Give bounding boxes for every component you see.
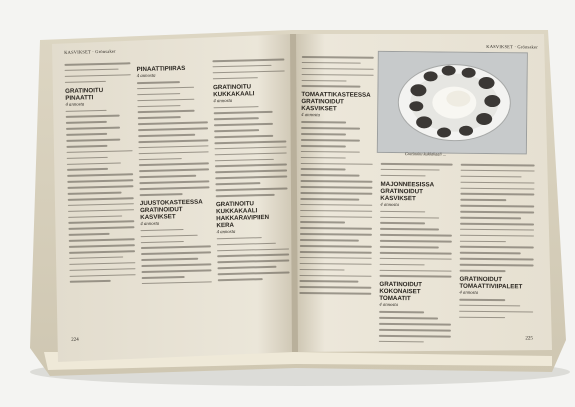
recipe-heading: TOMAATTIKASTEESSA GRATINOIDUT KASVIKSET — [301, 91, 371, 113]
left-running-head: KASVIKSET · Grönsaker — [64, 48, 116, 55]
left-column-1 — [64, 62, 135, 287]
serves-label: 4 annosta — [380, 202, 400, 208]
left-page-number: 224 — [71, 337, 79, 343]
serves-label: 4 annosta — [459, 290, 479, 296]
right-column-3 — [459, 164, 535, 323]
photo-caption: Gratinoitu kukkakaali ... — [404, 151, 446, 157]
recipe-heading: GRATINOIDUT TOMAATTIVIIPALEET — [459, 275, 523, 291]
serves-label: 4 annosta — [213, 98, 233, 104]
serves-label: 4 annosta — [136, 73, 156, 80]
recipe-heading: GRATINOITU KUKKAKAALI — [212, 82, 255, 98]
left-column-2 — [136, 60, 212, 288]
food-photo — [377, 51, 528, 155]
right-page-number: 225 — [525, 336, 533, 342]
recipe-heading: PINAATTIPIIRAS — [136, 64, 186, 74]
recipe-heading: GRATINOITU PINAATTI — [65, 86, 104, 102]
right-column-1 — [299, 56, 374, 299]
left-column-3 — [212, 59, 289, 286]
right-column-2 — [379, 163, 453, 345]
serves-label: 4 annosta — [379, 303, 399, 309]
recipe-heading: GRATINOIDUT KOKONAISET TOMAATIT — [379, 281, 422, 303]
serves-label: 4 annosta — [301, 113, 321, 119]
serves-label: 4 annosta — [216, 229, 236, 236]
serves-label: 4 annosta — [65, 101, 85, 108]
right-page — [295, 38, 544, 345]
recipe-heading: GRATINOITU KUKKAKAALI HAKKARAVIPIIEN KERA — [215, 200, 270, 230]
recipe-heading: MAJONNEESISSA GRATINOIDUT KASVIKSET — [380, 180, 434, 202]
serves-label: 4 annosta — [140, 221, 160, 227]
left-page — [60, 40, 297, 346]
recipe-heading: JUUSTOKASTEESSA GRATINOIDUT KASVIKSET — [139, 198, 203, 221]
right-running-head: KASVIKSET · Grönsaker — [486, 43, 538, 50]
